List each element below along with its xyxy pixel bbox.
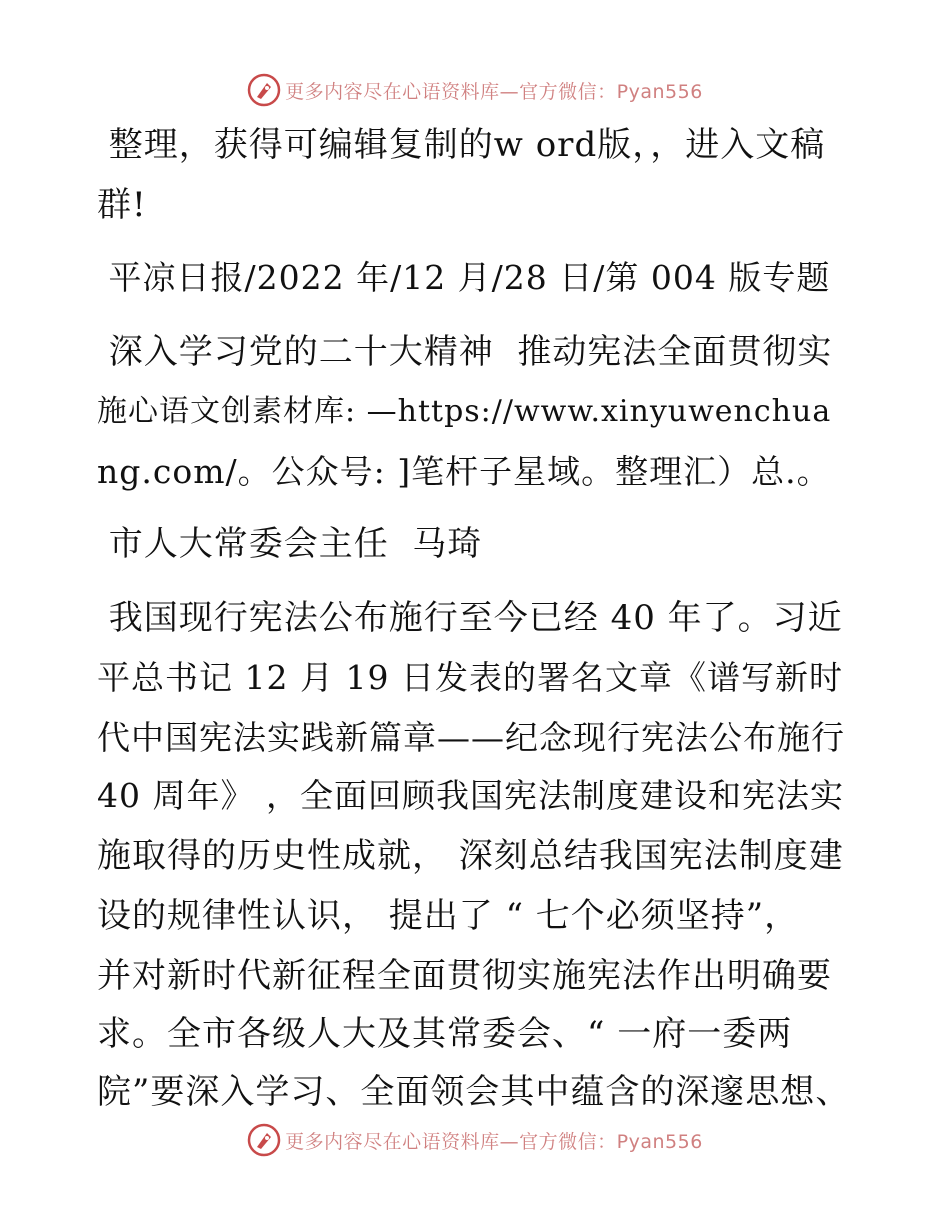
body-line-7: 市人大常委会主任 马琦 <box>97 524 483 564</box>
body-line-16: 院”要深入学习、全面领会其中蕴含的深邃思想、 <box>97 1072 851 1112</box>
body-line-13: 设的规律性认识， 提出了 “ 七个必须坚持”， <box>97 896 800 936</box>
footer-banner <box>0 1120 950 1160</box>
body-line-8: 我国现行宪法公布施行至今已经 40 年了。习近 <box>97 598 843 638</box>
body-line-12: 施取得的历史性成就， 深刻总结我国宪法制度建 <box>97 836 844 876</box>
body-line-3: 平凉日报/2022 年/12 月/28 日/第 004 版专题 <box>97 258 831 297</box>
header-banner <box>0 70 950 110</box>
header-banner-text: 更多内容尽在心语资料库—官方微信：Pyan556 <box>285 80 703 103</box>
body-line-10: 代中国宪法实践新篇章——纪念现行宪法公布施行 <box>97 718 845 757</box>
footer-banner-text: 更多内容尽在心语资料库—官方微信：Pyan556 <box>285 1130 703 1153</box>
pen-nib-logo-icon <box>247 1123 281 1157</box>
body-line-15: 求。全市各级人大及其常委会、“ 一府一委两 <box>97 1014 793 1054</box>
body-line-4: 深入学习党的二十大精神 推动宪法全面贯彻实 <box>97 332 833 372</box>
pen-nib-logo-icon <box>247 73 281 107</box>
body-line-2: 群! <box>97 185 147 225</box>
body-line-11: 40 周年》 ，全面回顾我国宪法制度建设和宪法实 <box>97 776 844 815</box>
body-line-1: 整理，获得可编辑复制的w ord版，，进入文稿 <box>97 125 826 165</box>
body-line-14: 并对新时代新征程全面贯彻实施宪法作出明确要 <box>97 956 832 996</box>
body-line-6: ng.com/。公众号: ]笔杆子星域。整理汇）总.。 <box>97 452 831 491</box>
body-line-9: 平总书记 12 月 19 日发表的署名文章《谱写新时 <box>97 658 843 697</box>
body-line-5: 施心语文创素材库: —https://www.xinyuwenchua <box>97 394 832 429</box>
